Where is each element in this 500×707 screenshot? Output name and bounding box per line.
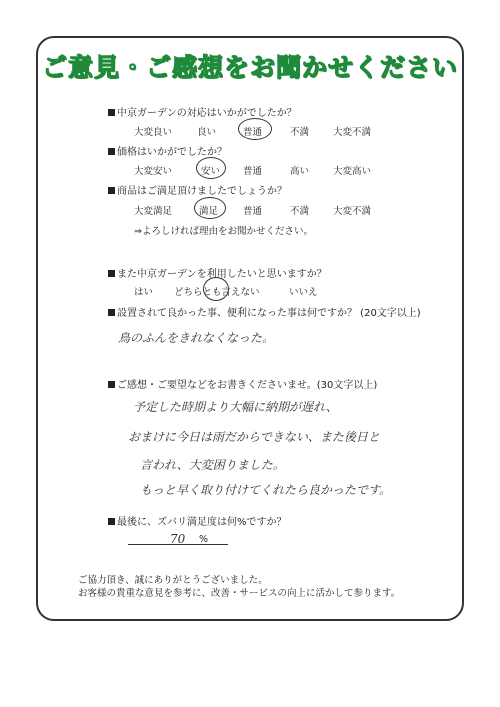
- question-6: ご感想・ご要望などをお書きくださいませ。(30文字以上): [108, 376, 377, 391]
- bullet-square-icon: [108, 109, 115, 116]
- q3-reason-prompt: ⇒よろしければ理由をお聞かせください。: [134, 226, 313, 237]
- bullet-square-icon: [108, 148, 115, 155]
- survey-title: ご意見・ご感想をお聞かせください: [41, 53, 458, 82]
- question-7: 最後に、ズバリ満足度は何%ですか？: [108, 513, 287, 528]
- q6-answer-line-3: 言われ、大変困りました。: [140, 458, 285, 472]
- q6-answer-line-4: もっと早く取り付けてくれたら良かったです。: [140, 483, 392, 497]
- q1-option-2[interactable]: 良い: [197, 127, 217, 138]
- question-5: 設置されて良かった事、便利になった事は何ですか？ (20文字以上): [108, 304, 421, 319]
- q4-selected-circle: [203, 277, 229, 301]
- q6-answer-line-1: 予定した時期より大幅に納期が遅れ、: [133, 400, 338, 414]
- q3-option-2[interactable]: 満足: [199, 206, 219, 217]
- question-4: また中京ガーデンを利用したいと思いますか？: [108, 265, 327, 280]
- q3-option-5[interactable]: 大変不満: [333, 206, 372, 217]
- q2-option-3[interactable]: 普通: [243, 166, 263, 177]
- q1-option-1[interactable]: 大変良い: [134, 127, 173, 138]
- q3-option-3[interactable]: 普通: [243, 206, 263, 217]
- q2-selected-circle: [196, 157, 226, 179]
- q3-selected-circle: [194, 197, 226, 219]
- bullet-square-icon: [108, 381, 115, 388]
- q1-option-5[interactable]: 大変不満: [333, 127, 372, 138]
- q7-unit: %: [199, 534, 209, 545]
- q5-handwritten-answer: 鳥のふんをきれなくなった。: [118, 331, 275, 345]
- footer-line-1: ご協力頂き、誠にありがとうございました。: [78, 575, 268, 586]
- bullet-square-icon: [108, 309, 115, 316]
- q4-option-2[interactable]: どちらとも言えない: [174, 287, 260, 298]
- q1-option-3[interactable]: 普通: [243, 127, 263, 138]
- q4-option-1[interactable]: はい: [134, 287, 154, 298]
- q2-option-2[interactable]: 安い: [201, 166, 221, 177]
- q2-option-5[interactable]: 大変高い: [333, 166, 372, 177]
- q1-selected-circle: [238, 118, 272, 140]
- q4-option-3[interactable]: いいえ: [289, 287, 318, 298]
- question-1: 中京ガーデンの対応はいかがでしたか？: [108, 104, 297, 119]
- q2-option-1[interactable]: 大変安い: [134, 166, 173, 177]
- bullet-square-icon: [108, 187, 115, 194]
- q2-option-4[interactable]: 高い: [290, 166, 310, 177]
- footer-line-2: お客様の貴重な意見を参考に、改善・サービスの向上に活かして参ります。: [78, 588, 401, 599]
- question-3: 商品はご満足頂けましたでしょうか？: [108, 182, 287, 197]
- q7-answer-underline: [128, 544, 228, 545]
- bullet-square-icon: [108, 270, 115, 277]
- question-2: 価格はいかがでしたか？: [108, 143, 227, 158]
- q6-answer-line-2: おまけに今日は雨だからできない、また後日と: [128, 430, 380, 444]
- bullet-square-icon: [108, 518, 115, 525]
- q1-option-4[interactable]: 不満: [290, 127, 310, 138]
- q3-option-1[interactable]: 大変満足: [134, 206, 173, 217]
- q7-handwritten-answer: 70: [170, 532, 186, 546]
- q3-option-4[interactable]: 不満: [290, 206, 310, 217]
